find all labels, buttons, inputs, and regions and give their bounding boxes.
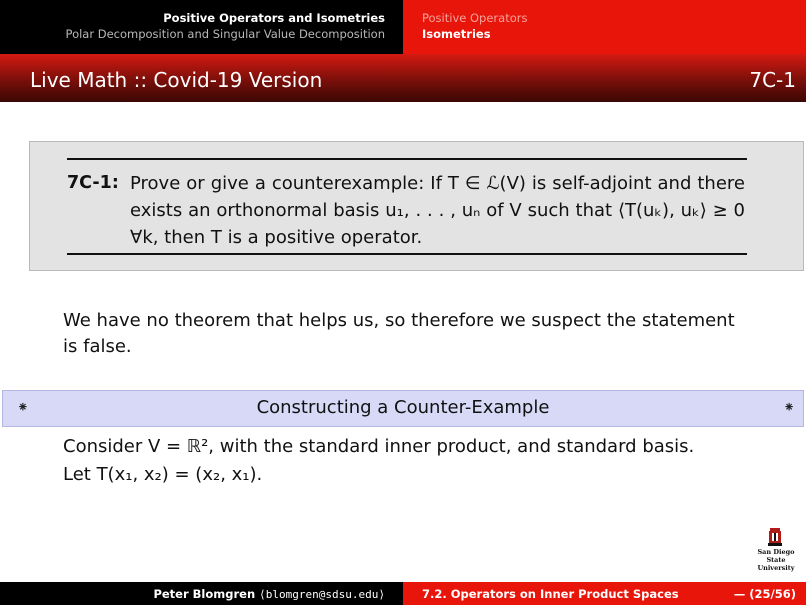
subsection-navigation	[403, 0, 806, 54]
asterism-icon-left: ⁕	[17, 400, 29, 416]
problem-top-rule	[67, 158, 747, 160]
problem-box	[29, 141, 804, 271]
sdsu-mark-icon	[768, 528, 782, 546]
block-body-line-1: Consider V = ℝ², with the standard inner product, and standard basis.	[63, 436, 695, 457]
block-body	[63, 433, 763, 489]
problem-bottom-rule	[67, 253, 747, 255]
nav-subsection-positive-operators[interactable]: Positive Operators	[422, 11, 528, 25]
footer-bar	[0, 582, 806, 605]
section-navigation	[0, 0, 403, 54]
problem-label: 7C-1:	[67, 173, 119, 193]
sdsu-wordmark: San Diego State University	[757, 548, 795, 572]
nav-section-current[interactable]: Positive Operators and Isometries	[163, 11, 385, 25]
frame-number: 7C-1	[749, 68, 796, 92]
block-title: Constructing a Counter-Example	[256, 397, 550, 418]
footer-left	[0, 582, 403, 605]
footer-page-number: — (25/56)	[733, 587, 796, 601]
nav-section-next[interactable]: Polar Decomposition and Singular Value Decomposition	[65, 27, 385, 41]
author-email: ⟨blomgren@sdsu.edu⟩	[259, 588, 385, 601]
intro-paragraph: We have no theorem that helps us, so therefore we suspect the statement is false.	[63, 310, 735, 357]
problem-statement: Prove or give a counterexample: If T ∈ ℒ(V) is self-adjoint and there exists an orthonormal basis u₁, . . . , uₙ of V such that ⟨T(uₖ), uₖ⟩ ≥ 0 ∀k, then T is a positive operator.	[130, 173, 745, 248]
top-navigation	[0, 0, 806, 54]
university-logo	[748, 528, 804, 570]
nav-subsection-isometries[interactable]: Isometries	[422, 27, 491, 41]
frame-title-bar	[0, 54, 806, 102]
block-body-line-2: Let T(x₁, x₂) = (x₂, x₁).	[63, 464, 263, 485]
footer-right	[403, 582, 806, 605]
author-name: Peter Blomgren	[153, 587, 256, 601]
footer-section: 7.2. Operators on Inner Product Spaces	[422, 587, 679, 601]
footer-author	[153, 587, 385, 601]
section-block-header	[2, 390, 804, 427]
frame-title: Live Math :: Covid-19 Version	[30, 68, 323, 92]
asterism-icon-right: ⁕	[783, 400, 795, 416]
